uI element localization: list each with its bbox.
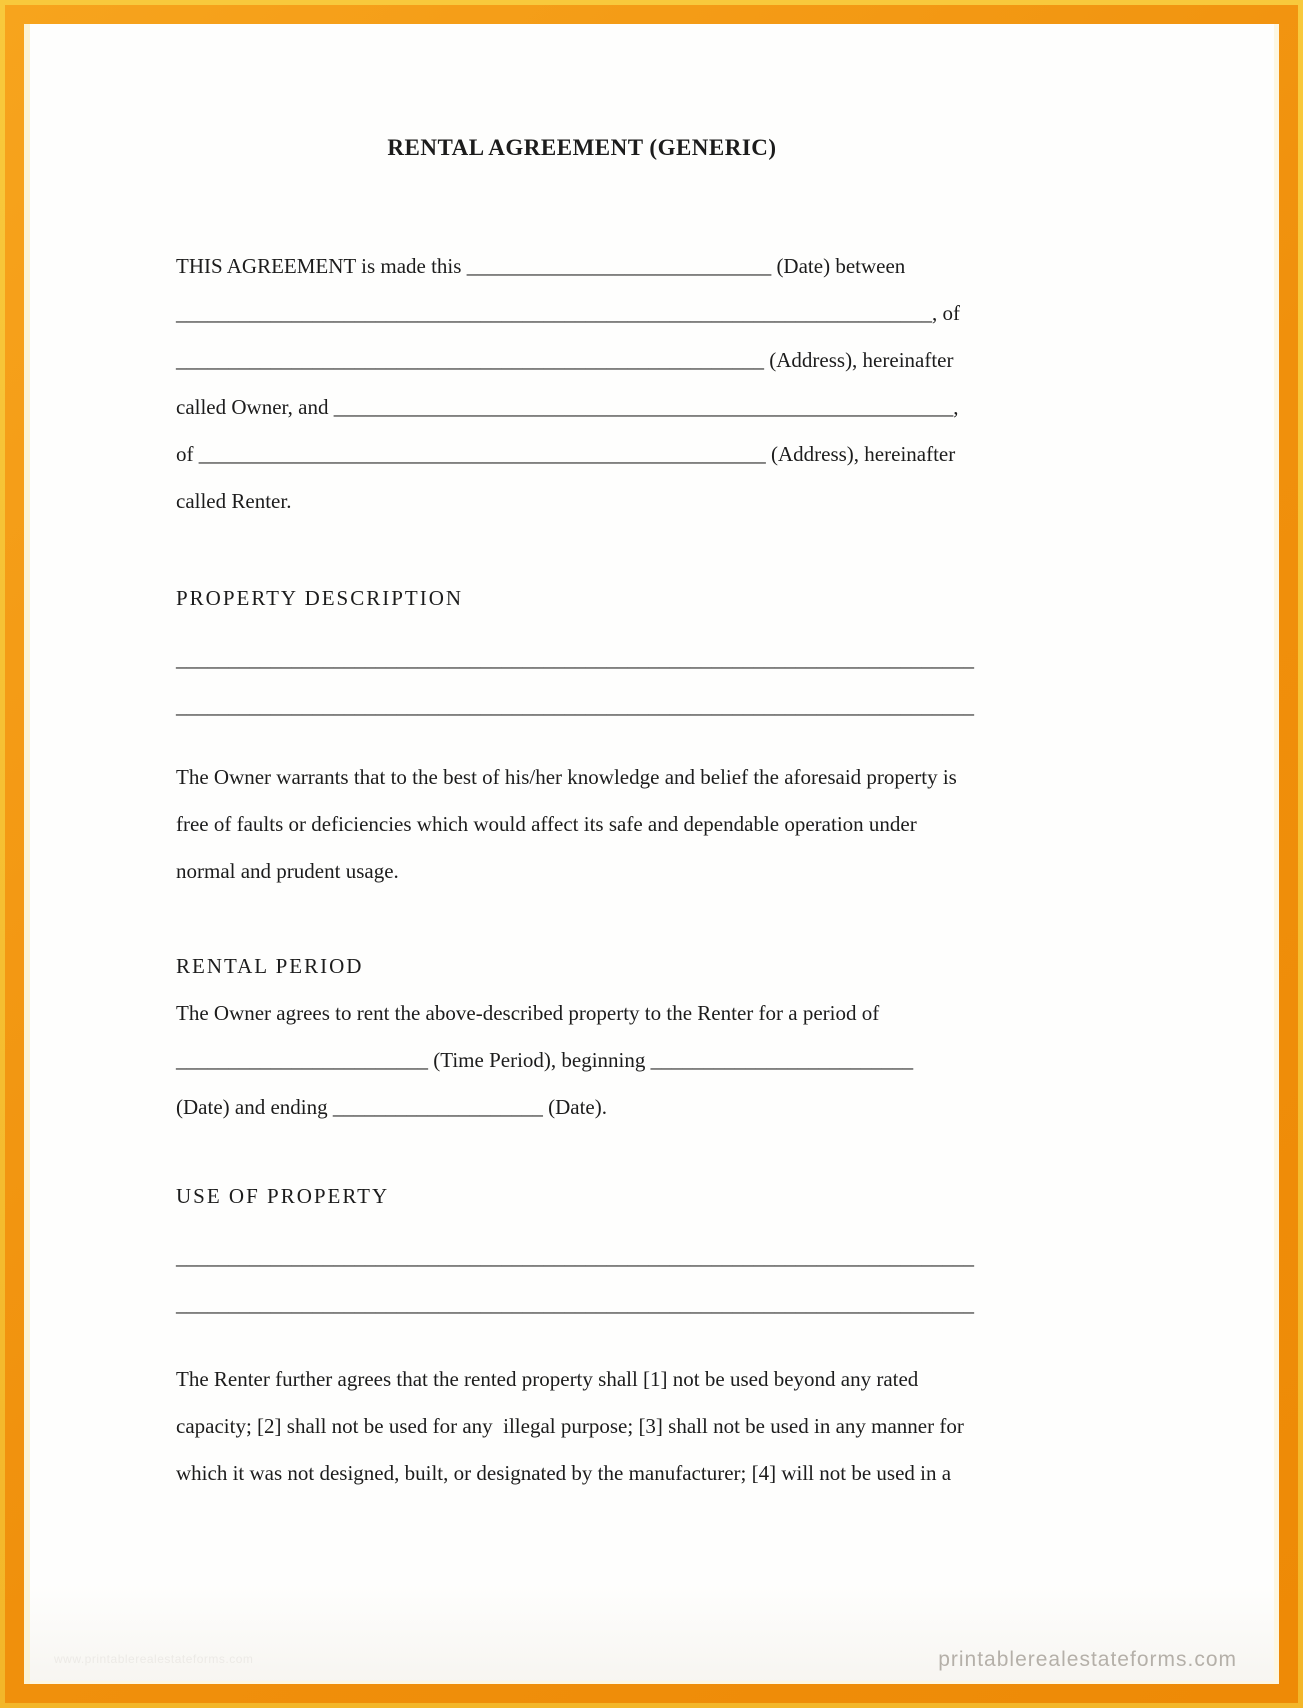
rental-period-heading: RENTAL PERIOD: [176, 954, 364, 978]
warranty-paragraph: [176, 754, 988, 895]
warranty-line: normal and prudent usage.: [176, 859, 399, 883]
rental-period-line: (Date) and ending ____________________ (Date).: [176, 1095, 607, 1119]
renter-agreement-line: which it was not designed, built, or designated by the manufacturer; [4] will not be used in a: [176, 1461, 952, 1485]
property-description-blanks: [176, 636, 988, 730]
document-content: [176, 124, 988, 1497]
document-title: RENTAL AGREEMENT (GENERIC): [387, 135, 777, 160]
warranty-line: The Owner warrants that to the best of his/her knowledge and belief the aforesaid property is: [176, 765, 957, 789]
renter-agreement-paragraph: [176, 1356, 988, 1497]
fill-in-blank-line: ____________________________________________________________________________: [176, 647, 974, 671]
intro-line: THIS AGREEMENT is made this _____________________________ (Date) between: [176, 254, 906, 278]
document-page: [24, 24, 1279, 1684]
property-description-heading: PROPERTY DESCRIPTION: [176, 586, 464, 610]
warranty-line: free of faults or deficiencies which would affect its safe and dependable operation under: [176, 812, 917, 836]
use-of-property-heading: USE OF PROPERTY: [176, 1184, 390, 1208]
rental-period-line: ________________________ (Time Period), beginning _________________________: [176, 1048, 914, 1072]
intro-line: ________________________________________________________________________, of: [176, 301, 960, 325]
renter-agreement-line: The Renter further agrees that the rented property shall [1] not be used beyond any rated: [176, 1367, 919, 1391]
rental-period-paragraph: [176, 990, 988, 1131]
intro-line: ________________________________________________________ (Address), hereinafter: [176, 348, 954, 372]
decorative-frame-orange: [5, 5, 1298, 1703]
fill-in-blank-line: ____________________________________________________________________________: [176, 1245, 974, 1269]
intro-line: called Renter.: [176, 489, 292, 513]
use-of-property-blanks: [176, 1234, 988, 1328]
rental-period-line: The Owner agrees to rent the above-described property to the Renter for a period of: [176, 1001, 880, 1025]
fill-in-blank-line: ____________________________________________________________________________: [176, 694, 974, 718]
renter-agreement-line: capacity; [2] shall not be used for any illegal purpose; [3] shall not be used in any manner for: [176, 1414, 964, 1438]
site-watermark: printablerealestateforms.com: [938, 1648, 1237, 1671]
fill-in-blank-line: ____________________________________________________________________________: [176, 1292, 974, 1316]
intro-paragraph: [176, 243, 988, 525]
intro-line: of ______________________________________________________ (Address), hereinafter: [176, 442, 956, 466]
faint-left-watermark: www.printablerealestateforms.com: [54, 1652, 254, 1666]
intro-line: called Owner, and ___________________________________________________________,: [176, 395, 959, 419]
